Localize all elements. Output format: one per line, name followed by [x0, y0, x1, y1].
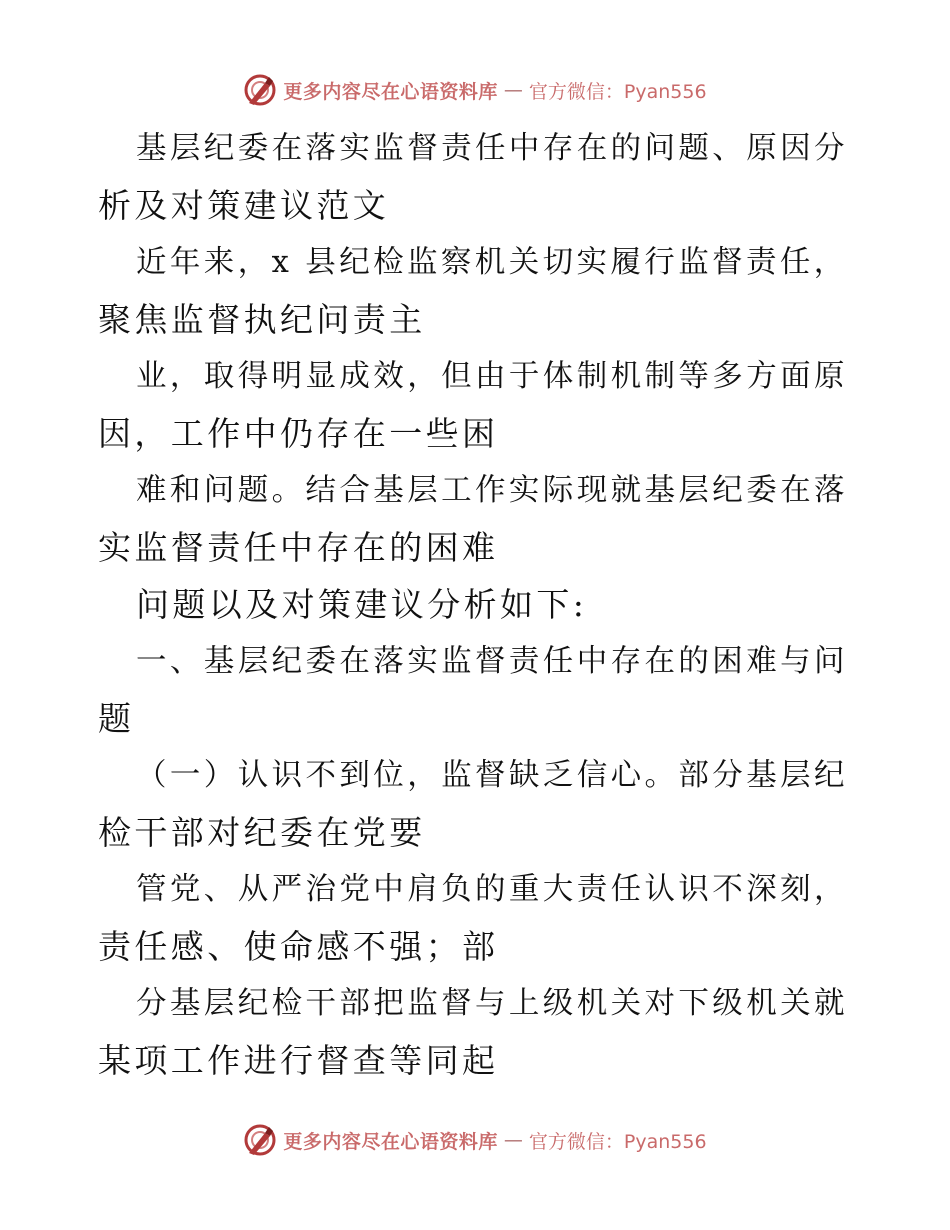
watermark-sub-text: 官方微信：Pyan556 [528, 1130, 707, 1153]
doc-title-line-2: 析及对策建议范文 [98, 186, 390, 225]
doc-line: 问题以及对策建议分析如下: [136, 585, 588, 624]
watermark-dash: — [503, 79, 523, 101]
pen-logo-icon [243, 73, 277, 107]
doc-line: （一）认识不到位，监督缺乏信心。部分基层纪 [136, 758, 848, 793]
pen-logo-icon [243, 1123, 277, 1157]
doc-line: 业，取得明显成效，但由于体制机制等多方面原 [136, 359, 848, 394]
doc-line: 实监督责任中存在的困难 [98, 528, 499, 567]
doc-line: 检干部对纪委在党要 [98, 813, 426, 852]
doc-line: 某项工作进行督查等同起 [98, 1041, 499, 1080]
watermark-sub-text: 官方微信：Pyan556 [528, 80, 707, 103]
doc-line: 近年来，x 县纪检监察机关切实履行监督责任， [136, 245, 848, 280]
watermark-footer [0, 1120, 950, 1160]
doc-line: 管党、从严治党中肩负的重大责任认识不深刻， [136, 872, 848, 907]
watermark-main-text: 更多内容尽在心语资料库 [283, 1130, 498, 1153]
doc-line: 责任感、使命感不强；部 [98, 927, 499, 966]
section-heading-line-1: 一、基层纪委在落实监督责任中存在的困难与问 [136, 644, 848, 679]
document-body [98, 120, 850, 1089]
section-heading-line-2: 题 [98, 699, 135, 738]
doc-line: 分基层纪检干部把监督与上级机关对下级机关就 [136, 986, 848, 1021]
doc-line: 聚焦监督执纪问责主 [98, 300, 426, 339]
watermark-header [0, 70, 950, 110]
watermark-dash: — [503, 1129, 523, 1151]
watermark-main-text: 更多内容尽在心语资料库 [283, 80, 498, 103]
doc-line: 难和问题。结合基层工作实际现就基层纪委在落 [136, 473, 848, 508]
doc-title-line-1: 基层纪委在落实监督责任中存在的问题、原因分 [136, 131, 848, 166]
doc-line: 因，工作中仍存在一些困 [98, 414, 499, 453]
